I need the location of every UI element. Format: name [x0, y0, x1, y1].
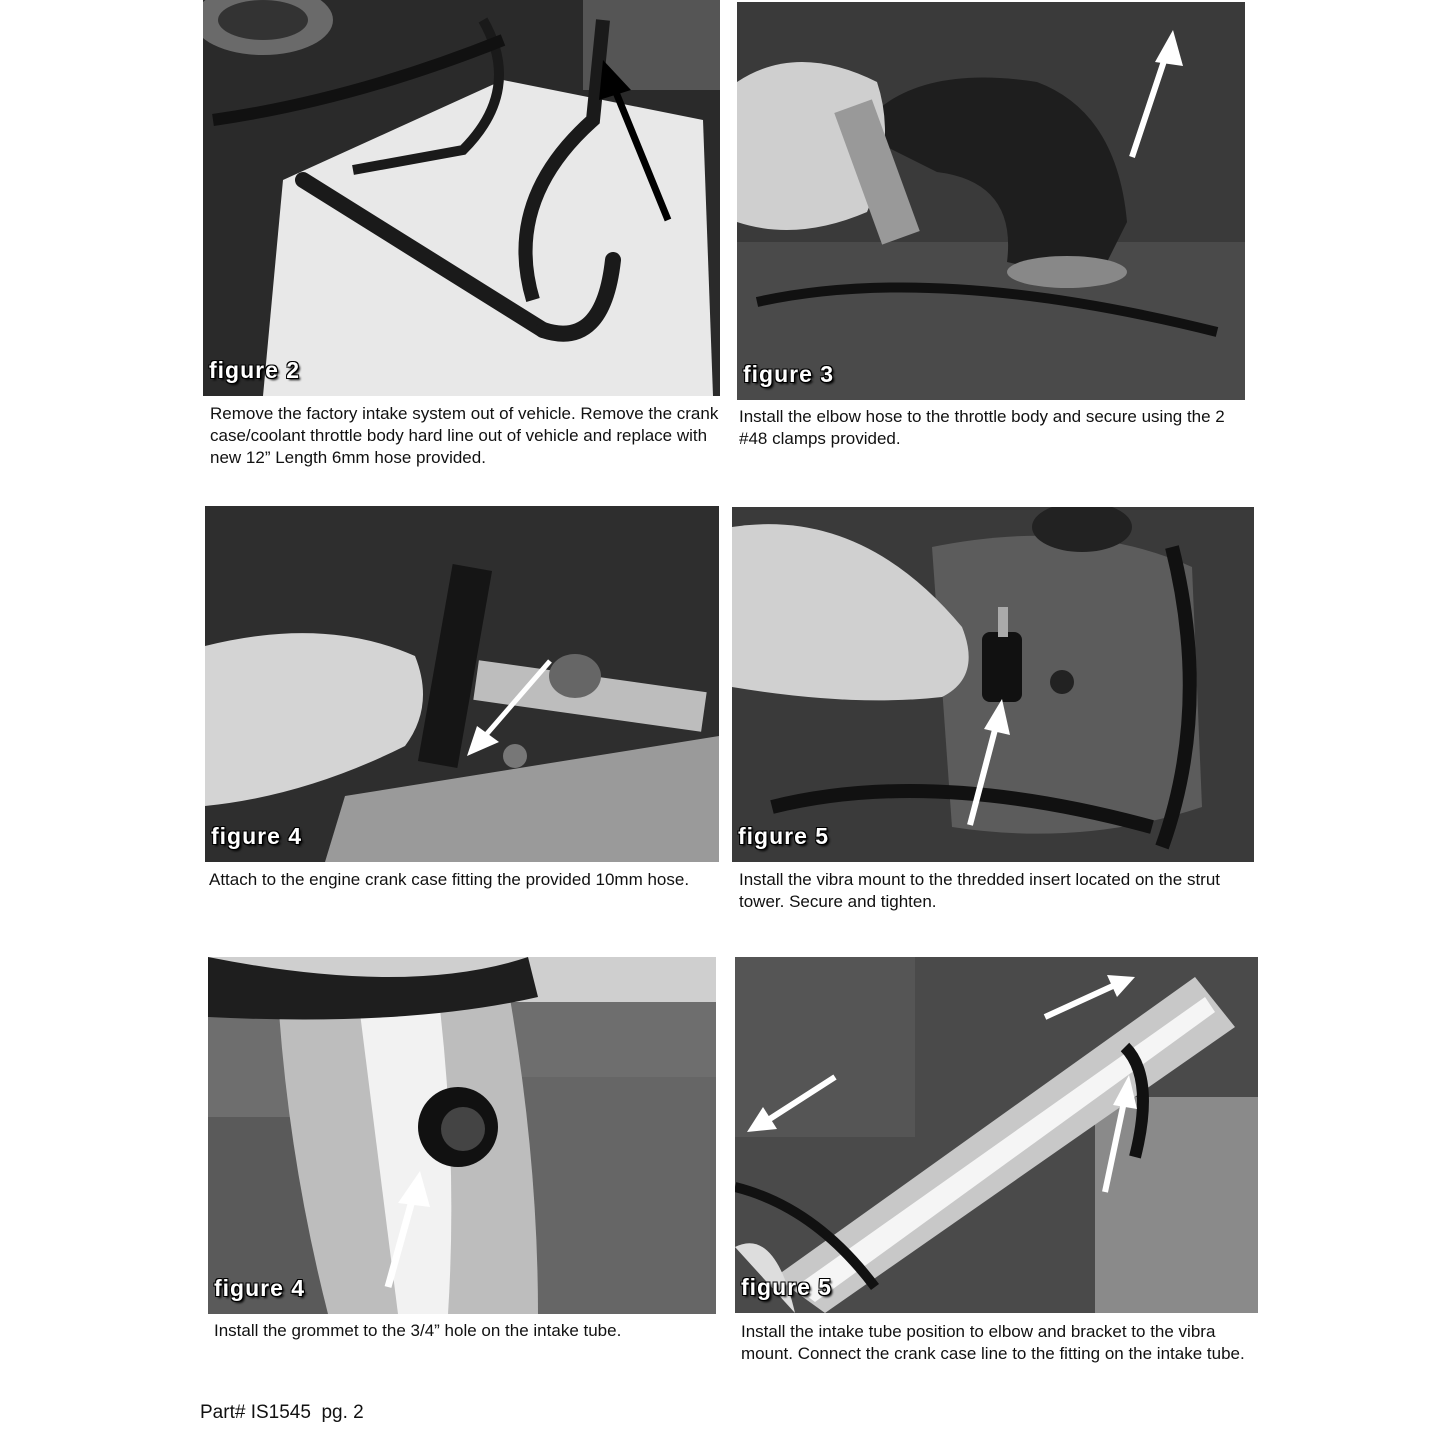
photo-figure-5: [732, 507, 1254, 862]
photo-figure-4b: [208, 957, 716, 1314]
photo-figure-5-illustration: [732, 507, 1254, 862]
figure-label: figure 3: [743, 361, 835, 387]
step-caption: Install the elbow hose to the throttle body and secure using the 2 #48 clamps provided.: [739, 407, 1225, 448]
step-caption: Remove the factory intake system out of vehicle. Remove the crank case/coolant throttle body hard line out of vehicle and replace with new 12” Length 6mm hose provided.: [210, 404, 719, 467]
photo-figure-5b-illustration: [735, 957, 1258, 1313]
step-caption: Install the vibra mount to the thredded insert located on the strut tower. Secure and tighten.: [739, 870, 1221, 911]
step-caption: Install the grommet to the 3/4” hole on the intake tube.: [214, 1321, 622, 1340]
figure-label: figure 5: [738, 823, 830, 849]
photo-figure-3-illustration: [737, 2, 1245, 400]
photo-figure-2-illustration: [203, 0, 720, 396]
photo-figure-3: [737, 2, 1245, 400]
step-caption: Attach to the engine crank case fitting the provided 10mm hose.: [209, 870, 690, 889]
photo-figure-2: [203, 0, 720, 396]
page-footer-part-number: Part# IS1545 pg. 2: [200, 1402, 364, 1423]
figure-label: figure 2: [209, 357, 301, 383]
step-caption: Install the intake tube position to elbow and bracket to the vibra mount. Connect the crank case line to the fitting on the intake tube.: [741, 1322, 1245, 1363]
figure-label: figure 4: [214, 1275, 306, 1301]
photo-figure-4: [205, 506, 719, 862]
photo-figure-5b: [735, 957, 1258, 1313]
figure-label: figure 4: [211, 823, 303, 849]
figure-label: figure 5: [741, 1274, 833, 1300]
photo-figure-4b-illustration: [208, 957, 716, 1314]
photo-figure-4-illustration: [205, 506, 719, 862]
